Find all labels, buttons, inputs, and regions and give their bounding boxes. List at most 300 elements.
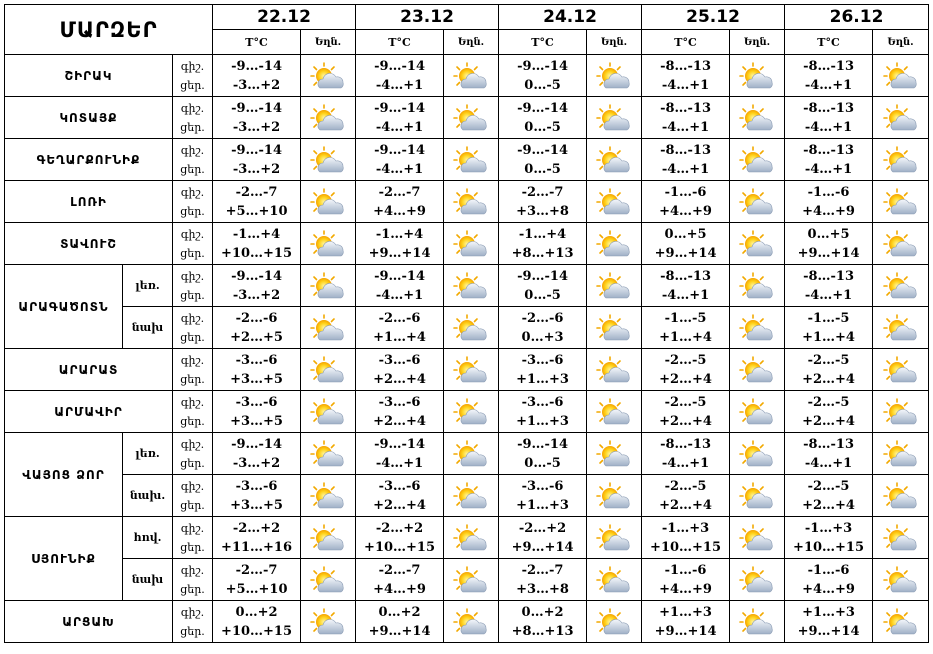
night-temperature: -1…-5: [807, 310, 850, 326]
weather-cell: [444, 97, 499, 139]
day-temperature: +3…+8: [516, 581, 569, 597]
sun-behind-cloud-icon: [873, 313, 928, 343]
region-row: [5, 559, 929, 601]
day-temperature: +2…+4: [373, 371, 426, 387]
weather-cell: [873, 601, 929, 643]
sun-behind-cloud-icon: [587, 187, 641, 217]
weather-cell: [730, 223, 785, 265]
day-temperature: -4…+1: [804, 161, 853, 177]
temperature-cell: [356, 433, 444, 475]
night-temperature: -9…-14: [517, 436, 568, 452]
subregion-label: լեռ.: [123, 433, 173, 475]
region-row: [5, 223, 929, 265]
day-temperature: +1…+4: [659, 329, 712, 345]
weather-cell: [730, 265, 785, 307]
night-temperature: -2…-7: [521, 562, 564, 578]
day-temperature: +2…+4: [373, 413, 426, 429]
day-temperature: +2…+4: [659, 497, 712, 513]
weather-cell: [301, 97, 356, 139]
sun-behind-cloud-icon: [587, 145, 641, 175]
day-temperature: -4…+1: [661, 455, 710, 471]
night-temperature: -3…-6: [521, 478, 564, 494]
temperature-cell: [499, 391, 587, 433]
temperature-cell: [642, 517, 730, 559]
period-labels: [173, 517, 213, 559]
region-name: ՇԻՐԱԿ: [5, 55, 173, 97]
night-temperature: -2…-5: [664, 394, 707, 410]
sun-behind-cloud-icon: [444, 229, 498, 259]
day-label: ցեր.: [180, 582, 205, 596]
night-label: գիշ.: [180, 269, 205, 283]
day-temperature: -4…+1: [661, 77, 710, 93]
weather-column-header: Եղն.: [587, 30, 642, 55]
temperature-cell: [499, 265, 587, 307]
temperature-cell: [785, 475, 873, 517]
day-temperature: +2…+4: [373, 497, 426, 513]
region-row: [5, 601, 929, 643]
sun-behind-cloud-icon: [444, 103, 498, 133]
temp-column-header: T°C: [785, 30, 873, 55]
region-name: ԳԵՂԱՐՔՈՒՆԻՔ: [5, 139, 173, 181]
night-label: գիշ.: [180, 185, 205, 199]
weather-cell: [587, 307, 642, 349]
temperature-cell: [213, 55, 301, 97]
day-temperature: +2…+4: [659, 371, 712, 387]
weather-cell: [587, 517, 642, 559]
weather-cell: [301, 601, 356, 643]
temperature-cell: [499, 433, 587, 475]
region-name: ԱՐԱԳԱԾՈՏՆ: [5, 265, 123, 349]
region-name: ՍՅՈՒՆԻՔ: [5, 517, 123, 601]
weather-cell: [730, 55, 785, 97]
period-labels: [173, 349, 213, 391]
day-temperature: 0…-5: [524, 455, 561, 471]
night-temperature: -2…-7: [378, 184, 421, 200]
night-temperature: -9…-14: [517, 100, 568, 116]
day-temperature: -4…+1: [804, 287, 853, 303]
day-label: ցեր.: [180, 246, 205, 260]
sun-behind-cloud-icon: [730, 229, 784, 259]
weather-cell: [587, 139, 642, 181]
weather-cell: [730, 433, 785, 475]
night-temperature: -9…-14: [231, 268, 282, 284]
period-labels: [173, 181, 213, 223]
day-label: ցեր.: [180, 162, 205, 176]
sun-behind-cloud-icon: [873, 103, 928, 133]
night-label: գիշ.: [180, 395, 205, 409]
day-temperature: -4…+1: [661, 119, 710, 135]
weather-cell: [873, 265, 929, 307]
sun-behind-cloud-icon: [587, 313, 641, 343]
night-temperature: 0…+2: [378, 604, 421, 620]
temperature-cell: [642, 55, 730, 97]
region-name: ԼՈՌԻ: [5, 181, 173, 223]
weather-cell: [444, 223, 499, 265]
sun-behind-cloud-icon: [301, 187, 355, 217]
temperature-cell: [213, 181, 301, 223]
weather-cell: [301, 139, 356, 181]
temperature-cell: [213, 349, 301, 391]
temp-column-header: T°C: [213, 30, 301, 55]
day-temperature: +4…+9: [373, 581, 426, 597]
day-temperature: 0…-5: [524, 77, 561, 93]
night-temperature: -2…-7: [521, 184, 564, 200]
night-temperature: -3…-6: [235, 352, 278, 368]
temperature-cell: [785, 559, 873, 601]
weather-cell: [730, 559, 785, 601]
night-temperature: -2…-5: [807, 478, 850, 494]
weather-cell: [873, 517, 929, 559]
sun-behind-cloud-icon: [301, 397, 355, 427]
region-row: [5, 181, 929, 223]
weather-cell: [587, 55, 642, 97]
weather-cell: [301, 55, 356, 97]
night-temperature: -8…-13: [803, 100, 854, 116]
sun-behind-cloud-icon: [587, 271, 641, 301]
night-temperature: 0…+2: [521, 604, 564, 620]
day-temperature: +10…+15: [221, 623, 293, 639]
night-temperature: -8…-13: [803, 436, 854, 452]
night-temperature: -2…-5: [664, 478, 707, 494]
night-temperature: -2…-7: [235, 184, 278, 200]
night-temperature: -3…-6: [378, 478, 421, 494]
day-label: ցեր.: [180, 372, 205, 386]
weather-column-header: Եղն.: [873, 30, 929, 55]
period-labels: [173, 307, 213, 349]
temp-column-header: T°C: [499, 30, 587, 55]
sun-behind-cloud-icon: [730, 565, 784, 595]
night-temperature: -1…-6: [664, 184, 707, 200]
weather-cell: [587, 475, 642, 517]
temperature-cell: [642, 181, 730, 223]
sun-behind-cloud-icon: [301, 565, 355, 595]
temperature-cell: [356, 601, 444, 643]
day-temperature: -4…+1: [661, 287, 710, 303]
temperature-cell: [785, 223, 873, 265]
night-temperature: -8…-13: [660, 58, 711, 74]
weather-cell: [873, 181, 929, 223]
weather-cell: [730, 391, 785, 433]
weather-cell: [301, 433, 356, 475]
period-labels: [173, 139, 213, 181]
sun-behind-cloud-icon: [444, 355, 498, 385]
day-temperature: +10…+15: [364, 539, 436, 555]
subregion-label: հով.: [123, 517, 173, 559]
day-temperature: +1…+4: [802, 329, 855, 345]
weather-cell: [444, 517, 499, 559]
temperature-cell: [499, 307, 587, 349]
day-temperature: 0…-5: [524, 161, 561, 177]
temperature-cell: [642, 307, 730, 349]
temperature-cell: [213, 475, 301, 517]
night-label: գիշ.: [180, 353, 205, 367]
weather-cell: [587, 97, 642, 139]
table-title: ՄԱՐԶԵՐ: [5, 5, 213, 55]
sun-behind-cloud-icon: [587, 61, 641, 91]
sun-behind-cloud-icon: [730, 103, 784, 133]
weather-cell: [873, 223, 929, 265]
temperature-cell: [785, 265, 873, 307]
day-temperature: -4…+1: [375, 455, 424, 471]
weather-cell: [301, 349, 356, 391]
temp-column-header: T°C: [356, 30, 444, 55]
night-temperature: -3…-6: [235, 394, 278, 410]
night-label: գիշ.: [180, 227, 205, 241]
night-temperature: +1…+3: [802, 604, 855, 620]
region-row: [5, 475, 929, 517]
period-labels: [173, 55, 213, 97]
temperature-cell: [356, 265, 444, 307]
sun-behind-cloud-icon: [873, 439, 928, 469]
day-temperature: +1…+4: [373, 329, 426, 345]
temperature-cell: [499, 139, 587, 181]
sun-behind-cloud-icon: [301, 523, 355, 553]
day-temperature: +4…+9: [373, 203, 426, 219]
weather-cell: [444, 559, 499, 601]
night-label: գիշ.: [180, 479, 205, 493]
period-labels: [173, 97, 213, 139]
temperature-cell: [499, 181, 587, 223]
day-temperature: -3…+2: [232, 77, 281, 93]
sun-behind-cloud-icon: [444, 439, 498, 469]
day-temperature: +9…+14: [368, 245, 431, 261]
forecast-table: [4, 4, 929, 643]
night-temperature: -3…-6: [378, 352, 421, 368]
night-temperature: -2…+2: [232, 520, 281, 536]
night-temperature: -1…+4: [518, 226, 567, 242]
night-label: գիշ.: [180, 101, 205, 115]
weather-cell: [444, 265, 499, 307]
sun-behind-cloud-icon: [730, 397, 784, 427]
day-label: ցեր.: [180, 540, 205, 554]
day-temperature: -4…+1: [661, 161, 710, 177]
sun-behind-cloud-icon: [301, 481, 355, 511]
night-temperature: -1…-6: [807, 562, 850, 578]
subregion-label: նախ.: [123, 475, 173, 517]
temperature-cell: [785, 517, 873, 559]
weather-cell: [444, 433, 499, 475]
temperature-cell: [356, 223, 444, 265]
temperature-cell: [213, 517, 301, 559]
sun-behind-cloud-icon: [444, 523, 498, 553]
temperature-cell: [785, 349, 873, 391]
period-labels: [173, 391, 213, 433]
night-temperature: -3…-6: [521, 394, 564, 410]
day-temperature: +10…+15: [650, 539, 722, 555]
sun-behind-cloud-icon: [587, 229, 641, 259]
sun-behind-cloud-icon: [444, 565, 498, 595]
temperature-cell: [499, 349, 587, 391]
day-temperature: +3…+5: [230, 497, 283, 513]
weather-cell: [873, 307, 929, 349]
temperature-cell: [499, 559, 587, 601]
night-temperature: -9…-14: [517, 268, 568, 284]
temperature-cell: [213, 265, 301, 307]
night-temperature: -3…-6: [521, 352, 564, 368]
temperature-cell: [213, 433, 301, 475]
weather-cell: [730, 349, 785, 391]
night-temperature: -2…-5: [807, 352, 850, 368]
day-label: ցեր.: [180, 204, 205, 218]
day-temperature: +11…+16: [221, 539, 293, 555]
day-label: ցեր.: [180, 498, 205, 512]
weather-cell: [730, 517, 785, 559]
night-temperature: -1…+4: [375, 226, 424, 242]
period-labels: [173, 475, 213, 517]
temperature-cell: [356, 181, 444, 223]
weather-cell: [444, 139, 499, 181]
sun-behind-cloud-icon: [301, 61, 355, 91]
night-label: գիշ.: [180, 59, 205, 73]
temperature-cell: [356, 139, 444, 181]
day-temperature: +2…+4: [802, 497, 855, 513]
day-temperature: +2…+4: [802, 413, 855, 429]
temperature-cell: [785, 181, 873, 223]
night-temperature: -9…-14: [374, 142, 425, 158]
weather-cell: [730, 475, 785, 517]
day-temperature: -3…+2: [232, 119, 281, 135]
sun-behind-cloud-icon: [301, 355, 355, 385]
sun-behind-cloud-icon: [301, 145, 355, 175]
sun-behind-cloud-icon: [444, 397, 498, 427]
region-row: [5, 349, 929, 391]
day-label: ցեր.: [180, 120, 205, 134]
night-temperature: -2…-7: [235, 562, 278, 578]
date-header: 22.12: [213, 5, 356, 30]
day-temperature: 0…-5: [524, 287, 561, 303]
sun-behind-cloud-icon: [730, 355, 784, 385]
sun-behind-cloud-icon: [587, 439, 641, 469]
temperature-cell: [356, 391, 444, 433]
night-temperature: -9…-14: [374, 268, 425, 284]
temperature-cell: [785, 97, 873, 139]
temperature-cell: [213, 223, 301, 265]
night-temperature: -8…-13: [803, 142, 854, 158]
weather-cell: [587, 223, 642, 265]
sun-behind-cloud-icon: [444, 187, 498, 217]
weather-cell: [587, 391, 642, 433]
night-temperature: -9…-14: [231, 142, 282, 158]
day-temperature: +3…+5: [230, 371, 283, 387]
weather-column-header: Եղն.: [444, 30, 499, 55]
sun-behind-cloud-icon: [730, 313, 784, 343]
night-temperature: -1…-6: [807, 184, 850, 200]
sun-behind-cloud-icon: [587, 397, 641, 427]
temperature-cell: [785, 391, 873, 433]
night-temperature: -2…-7: [378, 562, 421, 578]
night-temperature: -9…-14: [231, 436, 282, 452]
region-row: [5, 307, 929, 349]
sun-behind-cloud-icon: [444, 313, 498, 343]
day-temperature: +2…+4: [802, 371, 855, 387]
weather-cell: [730, 307, 785, 349]
weather-cell: [587, 181, 642, 223]
weather-cell: [301, 559, 356, 601]
temperature-cell: [642, 601, 730, 643]
sun-behind-cloud-icon: [730, 145, 784, 175]
temperature-cell: [642, 223, 730, 265]
sun-behind-cloud-icon: [301, 607, 355, 637]
temperature-cell: [642, 349, 730, 391]
date-header: 24.12: [499, 5, 642, 30]
weather-cell: [873, 433, 929, 475]
period-labels: [173, 601, 213, 643]
day-temperature: -4…+1: [804, 77, 853, 93]
night-temperature: -2…-5: [807, 394, 850, 410]
sun-behind-cloud-icon: [730, 607, 784, 637]
temperature-cell: [213, 139, 301, 181]
weather-cell: [444, 475, 499, 517]
weather-cell: [587, 433, 642, 475]
temperature-cell: [356, 307, 444, 349]
night-temperature: -3…-6: [235, 478, 278, 494]
temperature-cell: [642, 559, 730, 601]
temperature-cell: [642, 391, 730, 433]
day-label: ցեր.: [180, 78, 205, 92]
night-temperature: -3…-6: [378, 394, 421, 410]
temperature-cell: [785, 307, 873, 349]
temperature-cell: [213, 391, 301, 433]
period-labels: [173, 223, 213, 265]
weather-column-header: Եղն.: [301, 30, 356, 55]
weather-cell: [444, 307, 499, 349]
temperature-cell: [213, 601, 301, 643]
temperature-cell: [356, 55, 444, 97]
sun-behind-cloud-icon: [444, 145, 498, 175]
night-temperature: -8…-13: [803, 58, 854, 74]
sun-behind-cloud-icon: [873, 397, 928, 427]
weather-cell: [444, 55, 499, 97]
weather-cell: [730, 181, 785, 223]
day-label: ցեր.: [180, 456, 205, 470]
sun-behind-cloud-icon: [873, 61, 928, 91]
sun-behind-cloud-icon: [301, 103, 355, 133]
day-label: ցեր.: [180, 330, 205, 344]
sun-behind-cloud-icon: [873, 523, 928, 553]
weather-cell: [587, 559, 642, 601]
weather-cell: [587, 349, 642, 391]
day-temperature: +1…+3: [516, 371, 569, 387]
weather-cell: [301, 391, 356, 433]
sun-behind-cloud-icon: [873, 607, 928, 637]
night-temperature: -9…-14: [374, 100, 425, 116]
day-temperature: 0…+3: [521, 329, 564, 345]
night-temperature: -8…-13: [660, 100, 711, 116]
temperature-cell: [356, 475, 444, 517]
temperature-cell: [213, 307, 301, 349]
night-temperature: -9…-14: [231, 100, 282, 116]
day-temperature: +2…+4: [659, 413, 712, 429]
day-temperature: +8…+13: [511, 623, 574, 639]
temperature-cell: [642, 475, 730, 517]
weather-cell: [587, 265, 642, 307]
day-temperature: +5…+10: [225, 581, 288, 597]
night-temperature: -2…+2: [518, 520, 567, 536]
night-temperature: 0…+2: [235, 604, 278, 620]
region-row: [5, 265, 929, 307]
sun-behind-cloud-icon: [730, 61, 784, 91]
temp-column-header: T°C: [642, 30, 730, 55]
day-temperature: -4…+1: [375, 77, 424, 93]
night-temperature: -2…+2: [375, 520, 424, 536]
temperature-cell: [213, 97, 301, 139]
night-temperature: 0…+5: [664, 226, 707, 242]
temperature-cell: [642, 433, 730, 475]
day-temperature: -4…+1: [375, 119, 424, 135]
temperature-cell: [499, 97, 587, 139]
temperature-cell: [785, 601, 873, 643]
region-row: [5, 97, 929, 139]
